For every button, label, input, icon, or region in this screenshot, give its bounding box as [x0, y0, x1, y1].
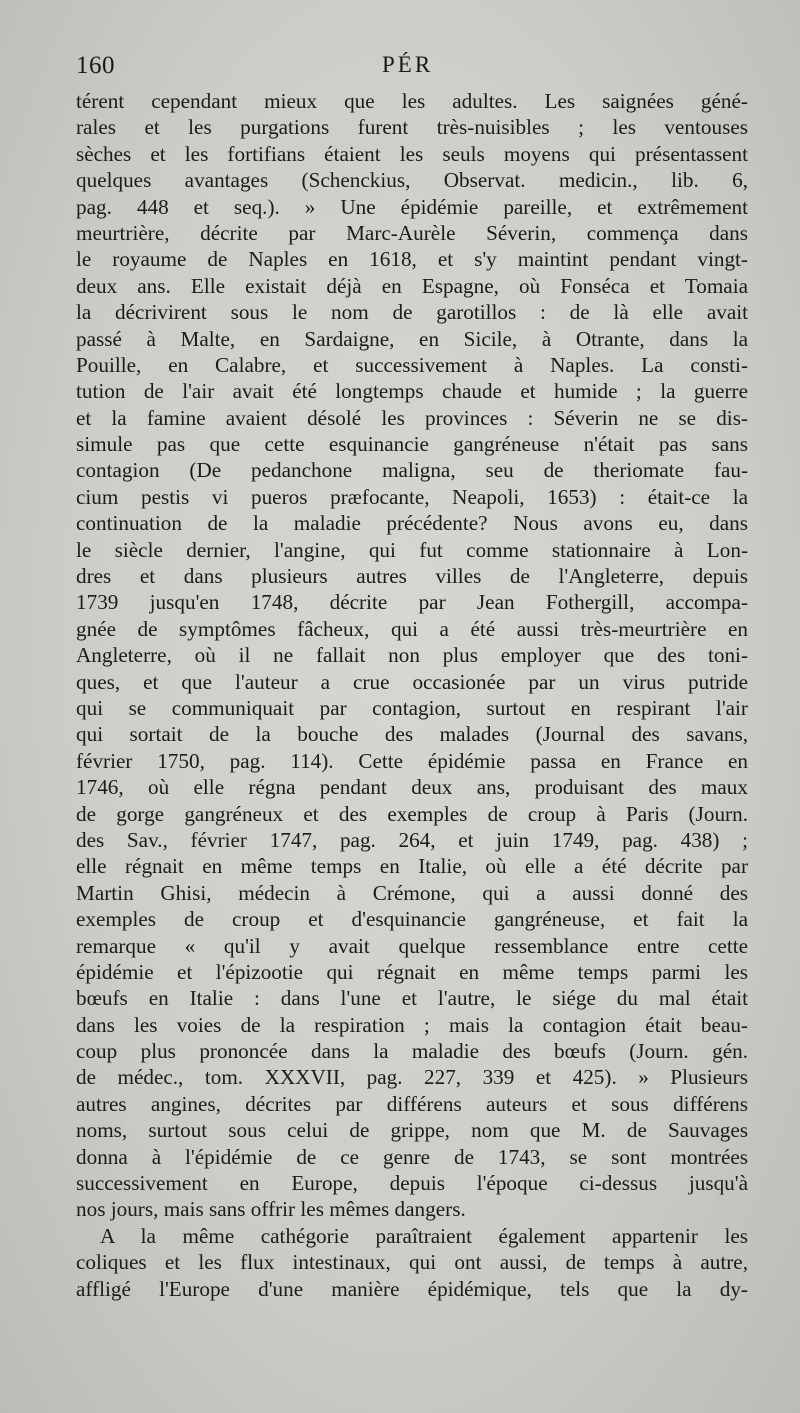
- page-header: [76, 52, 748, 88]
- text-line: tution de l'air avait été longtemps chaude et humide ; la guerre: [76, 379, 748, 404]
- paragraph-end-line: nos jours, mais sans offrir les mêmes dangers.: [76, 1197, 466, 1222]
- text-line: simule pas que cette esquinancie gangréneuse n'était pas sans: [76, 432, 748, 457]
- text-line: exemples de croup et d'esquinancie gangréneuse, et fait la: [76, 907, 748, 932]
- text-line: contagion (De pedanchone maligna, seu de theriomate fau-: [76, 458, 748, 483]
- text-line: des Sav., février 1747, pag. 264, et juin 1749, pag. 438) ;: [76, 827, 748, 852]
- text-line: coup plus prononcée dans la maladie des bœufs (Journ. gén.: [76, 1039, 748, 1064]
- text-line: épidémie et l'épizootie qui régnait en même temps parmi les: [76, 959, 748, 984]
- text-line: rales et les purgations furent très-nuisibles ; les ventouses: [76, 115, 748, 140]
- text-line: sèches et les fortifians étaient les seuls moyens qui présentassent: [76, 141, 748, 166]
- page-number: 160: [76, 52, 115, 79]
- text-line: février 1750, pag. 114). Cette épidémie passa en France en: [76, 748, 748, 773]
- text-line: successivement en Europe, depuis l'époque ci-dessus jusqu'à: [76, 1171, 748, 1196]
- text-line: elle régnait en même temps en Italie, où elle a été décrite par: [76, 854, 748, 879]
- text-line: qui se communiquait par contagion, surtout en respirant l'air: [76, 695, 748, 720]
- text-line: dans les voies de la respiration ; mais la contagion était beau-: [76, 1012, 748, 1037]
- text-line: noms, surtout sous celui de grippe, nom que M. de Sauvages: [76, 1118, 748, 1143]
- text-line: le royaume de Naples en 1618, et s'y maintint pendant vingt-: [76, 247, 748, 272]
- text-line: coliques et les flux intestinaux, qui ont aussi, de temps à autre,: [76, 1250, 748, 1275]
- paragraph-start-line: A la même cathégorie paraîtraient également appartenir les: [100, 1223, 748, 1248]
- text-line: de gorge gangréneux et des exemples de croup à Paris (Journ.: [76, 801, 748, 826]
- text-line: térent cependant mieux que les adultes. Les saignées géné-: [76, 89, 748, 113]
- body-text: [76, 88, 748, 1302]
- text-line: remarque « qu'il y avait quelque ressemblance entre cette: [76, 933, 748, 958]
- text-line: affligé l'Europe d'une manière épidémique, tels que la dy-: [76, 1276, 748, 1301]
- text-line: pag. 448 et seq.). » Une épidémie pareille, et extrêmement: [76, 194, 748, 219]
- text-line: continuation de la maladie précédente? Nous avons eu, dans: [76, 511, 748, 536]
- text-line: Pouille, en Calabre, et successivement à Naples. La consti-: [76, 352, 748, 377]
- text-line: 1746, où elle régna pendant deux ans, produisant des maux: [76, 775, 748, 800]
- text-line: gnée de symptômes fâcheux, qui a été aussi très-meurtrière en: [76, 616, 748, 641]
- text-line: Angleterre, où il ne fallait non plus employer que des toni-: [76, 643, 748, 668]
- text-line: ques, et que l'auteur a crue occasionée par un virus putride: [76, 669, 748, 694]
- text-line: Martin Ghisi, médecin à Crémone, qui a aussi donné des: [76, 880, 748, 905]
- text-line: passé à Malte, en Sardaigne, en Sicile, à Otrante, dans la: [76, 326, 748, 351]
- text-line: de médec., tom. XXXVII, pag. 227, 339 et 425). » Plusieurs: [76, 1065, 748, 1090]
- text-line: quelques avantages (Schenckius, Observat. medicin., lib. 6,: [76, 168, 748, 193]
- text-line: le siècle dernier, l'angine, qui fut comme stationnaire à Lon-: [76, 537, 748, 562]
- text-line: et la famine avaient désolé les provinces : Séverin ne se dis-: [76, 405, 748, 430]
- text-line: deux ans. Elle existait déjà en Espagne, où Fonséca et Tomaia: [76, 273, 748, 298]
- text-line: bœufs en Italie : dans l'une et l'autre, le siége du mal était: [76, 986, 748, 1011]
- text-line: la décrivirent sous le nom de garotillos : de là elle avait: [76, 300, 748, 325]
- text-line: dres et dans plusieurs autres villes de l'Angleterre, depuis: [76, 564, 748, 589]
- text-line: cium pestis vi pueros præfocante, Neapoli, 1653) : était-ce la: [76, 484, 748, 509]
- text-line: 1739 jusqu'en 1748, décrite par Jean Fothergill, accompa-: [76, 590, 748, 615]
- text-line: donna à l'épidémie de ce genre de 1743, se sont montrées: [76, 1144, 748, 1169]
- text-line: autres angines, décrites par différens auteurs et sous différens: [76, 1091, 748, 1116]
- running-head: PÉR: [382, 52, 434, 77]
- text-line: meurtrière, décrite par Marc-Aurèle Séverin, commença dans: [76, 220, 748, 245]
- text-line: qui sortait de la bouche des malades (Journal des savans,: [76, 722, 748, 747]
